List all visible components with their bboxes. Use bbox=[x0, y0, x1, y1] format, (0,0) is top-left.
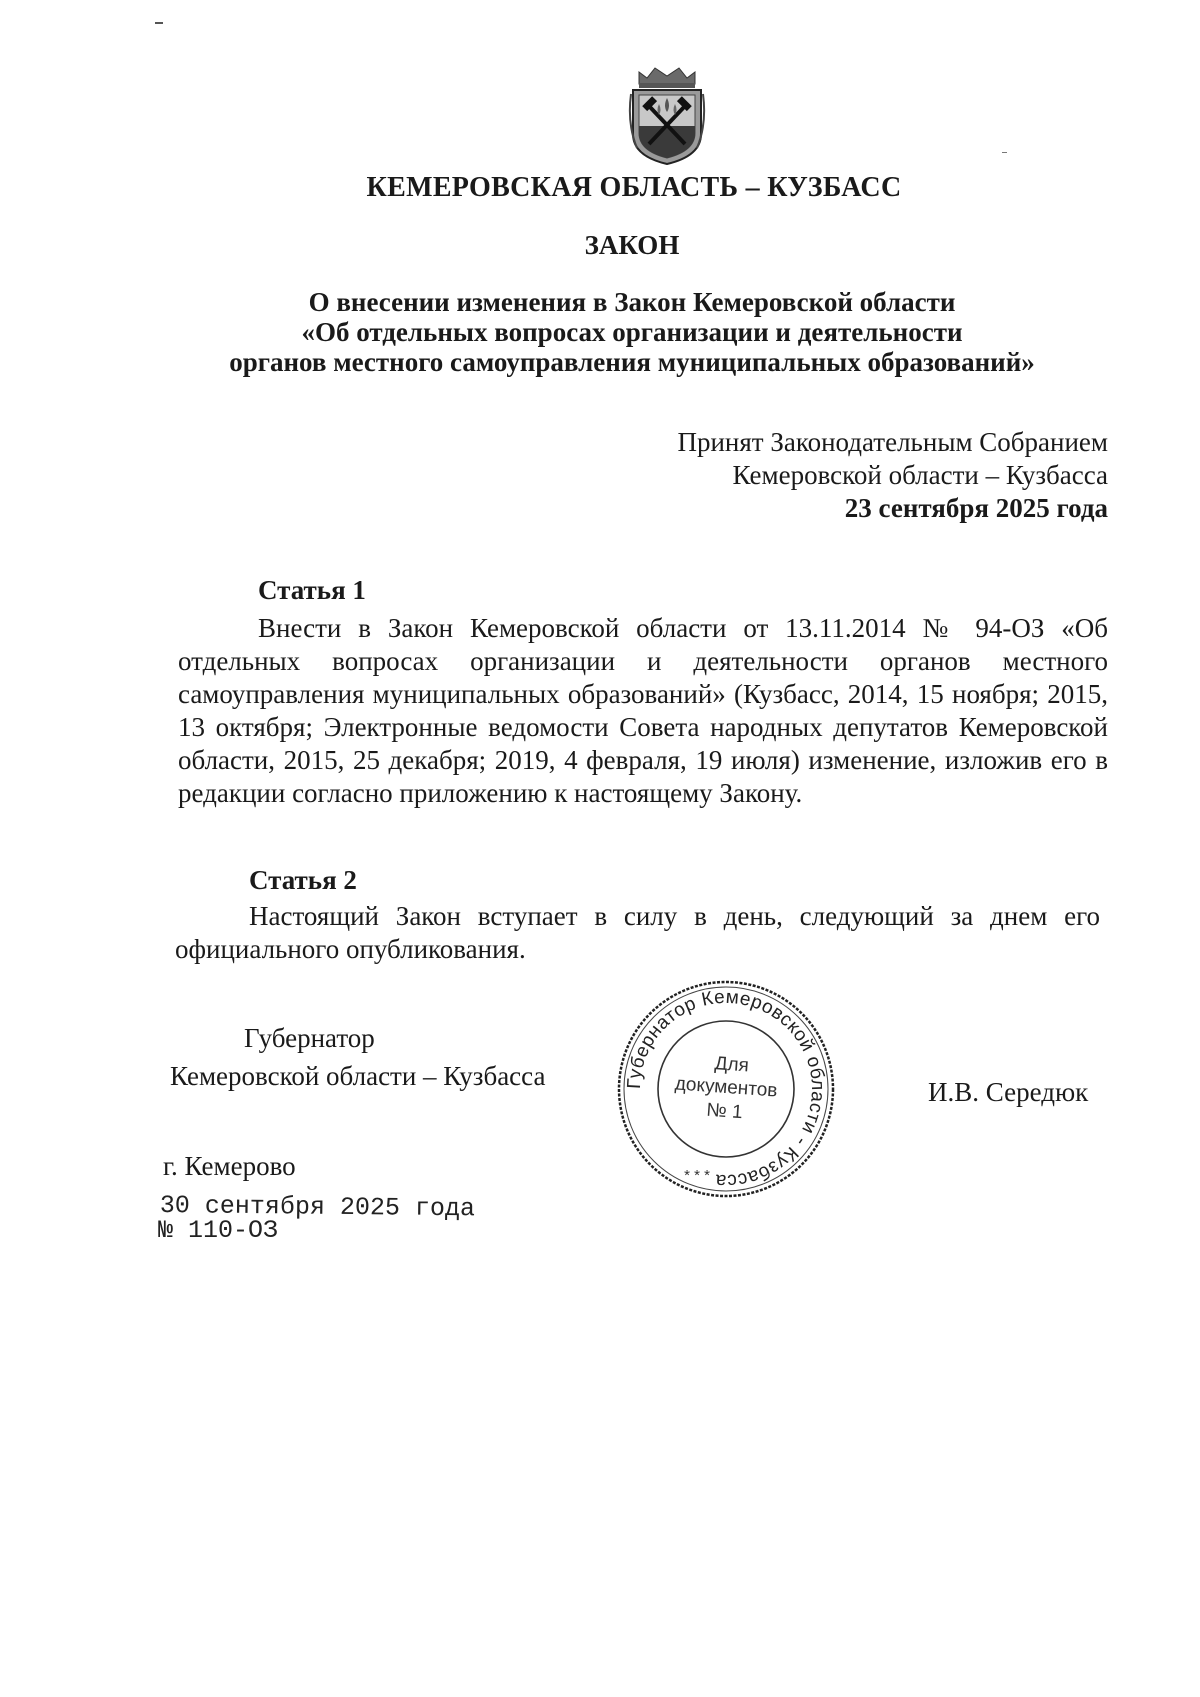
seal-center-text: № 1 bbox=[705, 1099, 744, 1124]
adoption-block bbox=[677, 426, 1108, 525]
law-number-stamp: № 110-ОЗ bbox=[158, 1216, 279, 1245]
article-1-text: Внести в Закон Кемеровской области от 13.11.2014 № 94-ОЗ «Об отдельных вопросах организации и деятельности органов местного самоуправления муниципальных образований» (Кузбасс, 2014, 15 ноября; 2015, 13 октября; Электронные ведомости Совета народных депутатов Кемеровской области, 2015, 25 декабря; 2019, 4 февраля, 19 июля) изменение, изложив его в редакции согласно приложению к настоящему Закону. bbox=[178, 613, 1108, 808]
scan-speck bbox=[1002, 152, 1007, 153]
date-stamp: 30 сентября 2025 года bbox=[159, 1191, 476, 1224]
seal-ring-text: Губернатор Кемеровской области - Кузбасса bbox=[623, 986, 829, 1192]
article-1-heading: Статья 1 bbox=[258, 575, 366, 605]
signer-region: Кемеровской области – Кузбасса bbox=[170, 1061, 546, 1091]
document-type: ЗАКОН bbox=[584, 230, 680, 260]
seal-center-text: документов bbox=[674, 1073, 779, 1102]
signer-title: Губернатор bbox=[244, 1023, 375, 1053]
adoption-line: Принят Законодательным Собранием bbox=[677, 427, 1108, 457]
law-title-line: органов местного самоуправления муниципальных образований» bbox=[229, 347, 1035, 377]
seal-stars: * * * bbox=[684, 1167, 710, 1184]
law-title-line: О внесении изменения в Закон Кемеровской области bbox=[308, 287, 956, 317]
official-seal bbox=[615, 978, 837, 1200]
adoption-line: Кемеровской области – Кузбасса bbox=[732, 460, 1108, 490]
seal-center-text: Для bbox=[713, 1053, 750, 1077]
scan-speck bbox=[155, 22, 163, 24]
adoption-date: 23 сентября 2025 года bbox=[844, 493, 1108, 523]
coat-of-arms-icon bbox=[627, 64, 707, 166]
law-title-line: «Об отдельных вопросах организации и деятельности bbox=[301, 317, 963, 347]
article-2-heading: Статья 2 bbox=[249, 865, 357, 895]
article-2-text: Настоящий Закон вступает в силу в день, следующий за днем его официального опубликования. bbox=[175, 901, 1100, 964]
city: г. Кемерово bbox=[163, 1151, 296, 1181]
region-title: КЕМЕРОВСКАЯ ОБЛАСТЬ – КУЗБАСС bbox=[366, 172, 902, 203]
signer-name: И.В. Середюк bbox=[928, 1077, 1089, 1107]
law-title bbox=[0, 287, 1200, 377]
